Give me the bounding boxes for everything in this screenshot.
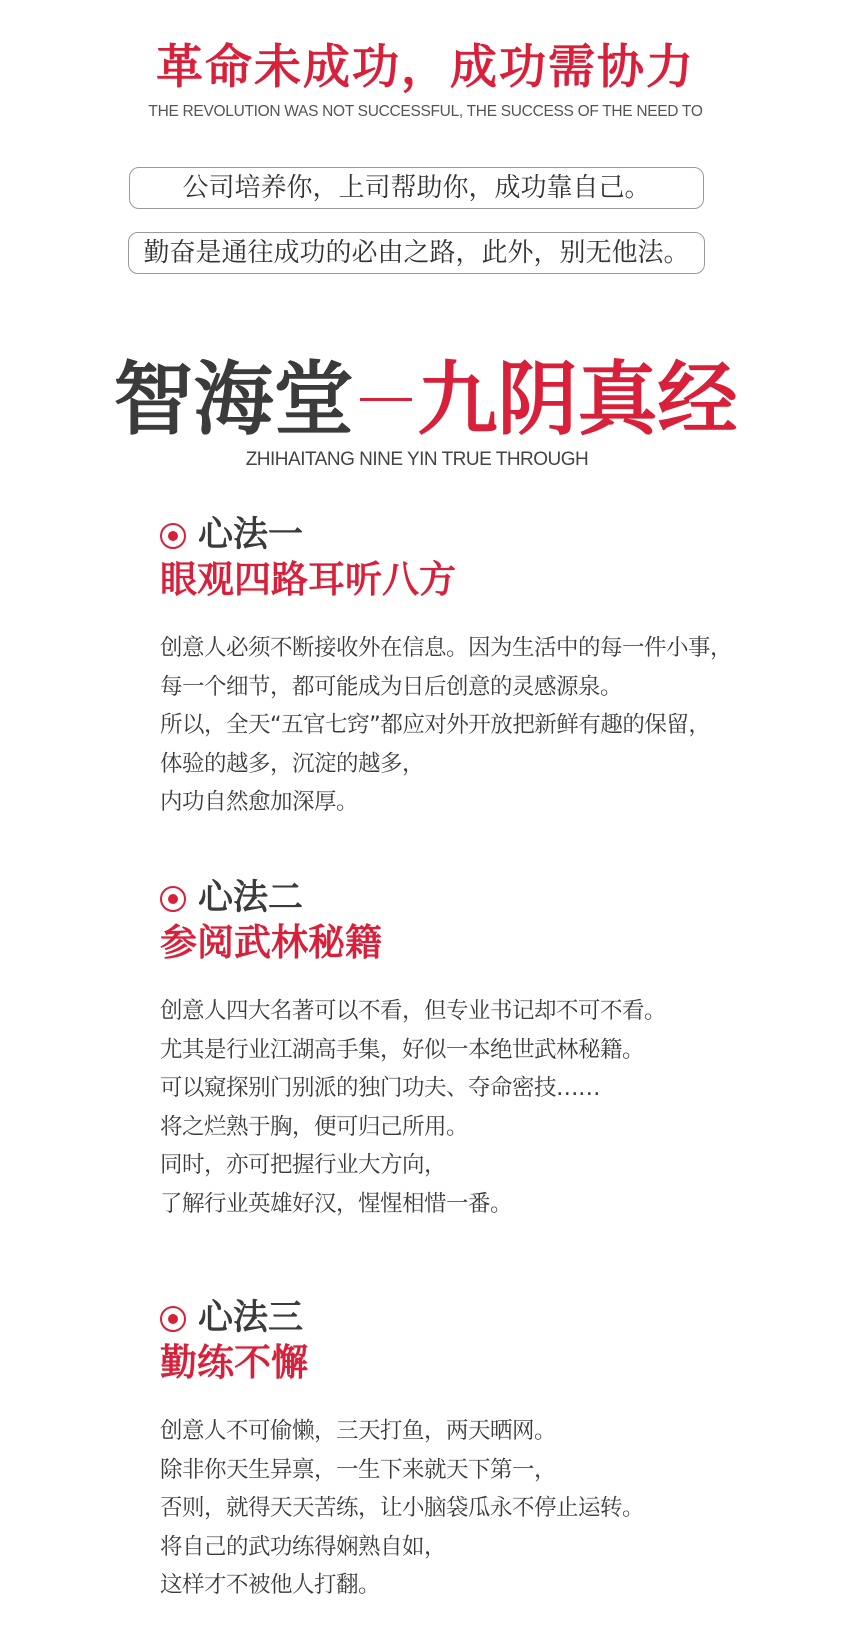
body-line: 可以窥探别门别派的独门功夫、夺命密技…… — [160, 1075, 601, 1101]
body-line: 创意人不可偷懒，三天打鱼，两天晒网。 — [160, 1418, 557, 1444]
radio-dot-icon — [160, 1306, 186, 1332]
motto-subtitle: THE REVOLUTION WAS NOT SUCCESSFUL, THE SUCCESS OF THE NEED TO — [148, 103, 703, 120]
section-header — [160, 511, 800, 555]
section-xinfa-2 — [160, 874, 800, 1223]
body-line: 每一个细节，都可能成为日后创意的灵感源泉。 — [160, 673, 623, 700]
section-header — [160, 874, 800, 918]
brand-name: 智海堂 — [113, 353, 354, 446]
motto-title: 革命未成功，成功需协力 — [156, 40, 695, 95]
body-line: 否则，就得天天苦练，让小脑袋瓜永不停止运转。 — [160, 1495, 645, 1521]
section-title: 勤练不懈 — [160, 1341, 308, 1384]
body-line: 尤其是行业江湖高手集，好似一本绝世武林秘籍。 — [160, 1036, 645, 1063]
section-title: 眼观四路耳听八方 — [160, 558, 456, 601]
section-label: 心法一 — [198, 515, 304, 555]
body-line: 创意人四大名著可以不看，但专业书记却不可不看。 — [160, 998, 667, 1024]
body-line: 将之烂熟于胸，便可归己所用。 — [160, 1113, 469, 1140]
body-line: 同时，亦可把握行业大方向， — [160, 1152, 447, 1178]
section-title: 参阅武林秘籍 — [160, 921, 382, 964]
section-label: 心法二 — [198, 878, 304, 918]
section-xinfa-1 — [160, 511, 800, 822]
brand-dash-divider — [360, 398, 412, 401]
body-line: 所以，全天“五官七窍”都应对外开放把新鲜有趣的保留， — [160, 712, 711, 738]
radio-dot-icon — [160, 523, 186, 549]
body-line: 除非你天生异禀，一生下来就天下第一， — [160, 1456, 557, 1483]
section-xinfa-3 — [160, 1294, 800, 1605]
body-line: 这样才不被他人打翻。 — [160, 1572, 381, 1598]
brand-subtitle: ZHIHAITANG NINE YIN TRUE THROUGH — [245, 449, 589, 470]
brand-title: 九阴真经 — [417, 353, 738, 446]
body-line: 将自己的武功练得娴熟自如， — [160, 1533, 447, 1560]
body-line: 体验的越多，沉淀的越多， — [160, 750, 425, 777]
brand-heading — [0, 352, 851, 448]
body-line: 内功自然愈加深厚。 — [160, 789, 359, 815]
body-line: 了解行业英雄好汉，惺惺相惜一番。 — [160, 1190, 513, 1217]
section-header — [160, 1294, 800, 1338]
body-line: 创意人必须不断接收外在信息。因为生活中的每一件小事， — [160, 635, 733, 661]
section-body — [160, 1412, 800, 1605]
radio-dot-icon — [160, 886, 186, 912]
section-label: 心法三 — [198, 1298, 304, 1338]
motto-pill: 公司培养你，上司帮助你，成功靠自己。 — [129, 167, 704, 209]
section-body — [160, 992, 800, 1223]
motto-pill: 勤奋是通往成功的必由之路，此外，别无他法。 — [128, 232, 705, 274]
section-body — [160, 629, 800, 822]
